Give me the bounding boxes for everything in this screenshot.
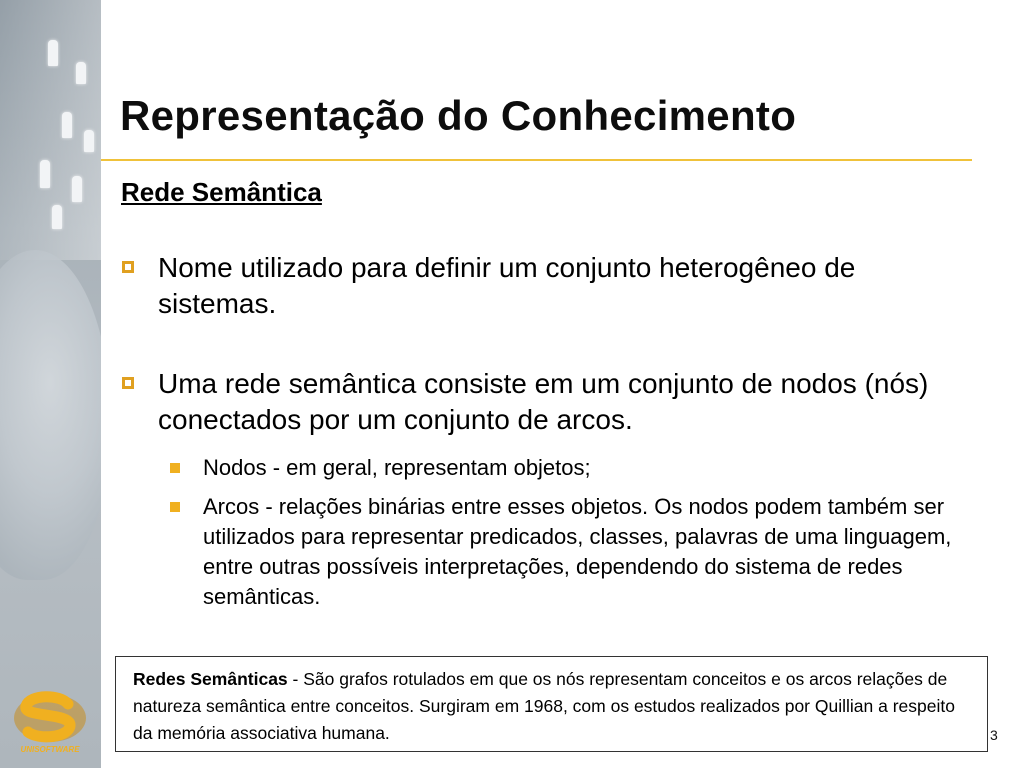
unisoftware-logo [8,688,92,758]
sub-bullet-item [203,492,993,612]
bullet-item [158,366,978,438]
title-underline-rule [101,159,972,161]
sidebar-tower [52,205,62,229]
square-bullet-icon [122,377,134,389]
bullet-text: Uma rede semântica consiste em um conjunto de nodos (nós) conectados por um conjunto de arcos. [158,368,929,435]
sidebar-tower [84,130,94,152]
sidebar-tower [72,176,82,202]
sidebar-tower [48,40,58,66]
page-number: 3 [990,727,998,743]
slide-title: Representação do Conhecimento [120,92,797,139]
sub-bullet-item [203,453,993,483]
decorative-sidebar [0,0,101,768]
definition-box [115,656,988,752]
sidebar-tower [62,112,72,138]
square-bullet-icon [122,261,134,273]
slide-subtitle: Rede Semântica [121,177,322,207]
definition-term: Redes Semânticas [133,669,288,689]
sidebar-face-image [0,250,101,580]
sub-bullet-text: Arcos - relações binárias entre esses objetos. Os nodos podem também ser utilizados para representar predicados, classes, palavras de uma linguagem, entre outras possíveis interpretações, dependendo do sistema de redes semânticas. [203,494,952,609]
sidebar-tower [76,62,86,84]
filled-square-bullet-icon [170,502,180,512]
svg-text:UNISOFTWARE: UNISOFTWARE [20,745,80,754]
bullet-text: Nome utilizado para definir um conjunto heterogêneo de sistemas. [158,252,856,319]
sub-bullet-text: Nodos - em geral, representam objetos; [203,455,591,480]
filled-square-bullet-icon [170,463,180,473]
definition-text: - São grafos rotulados em que os nós representam conceitos e os arcos relações de natureza semântica entre conceitos. Surgiram em 1968, com os estudos realizados por Quillian a respeito da memória associativa humana. [133,669,955,743]
bullet-item [158,250,978,322]
sidebar-tower [40,160,50,188]
